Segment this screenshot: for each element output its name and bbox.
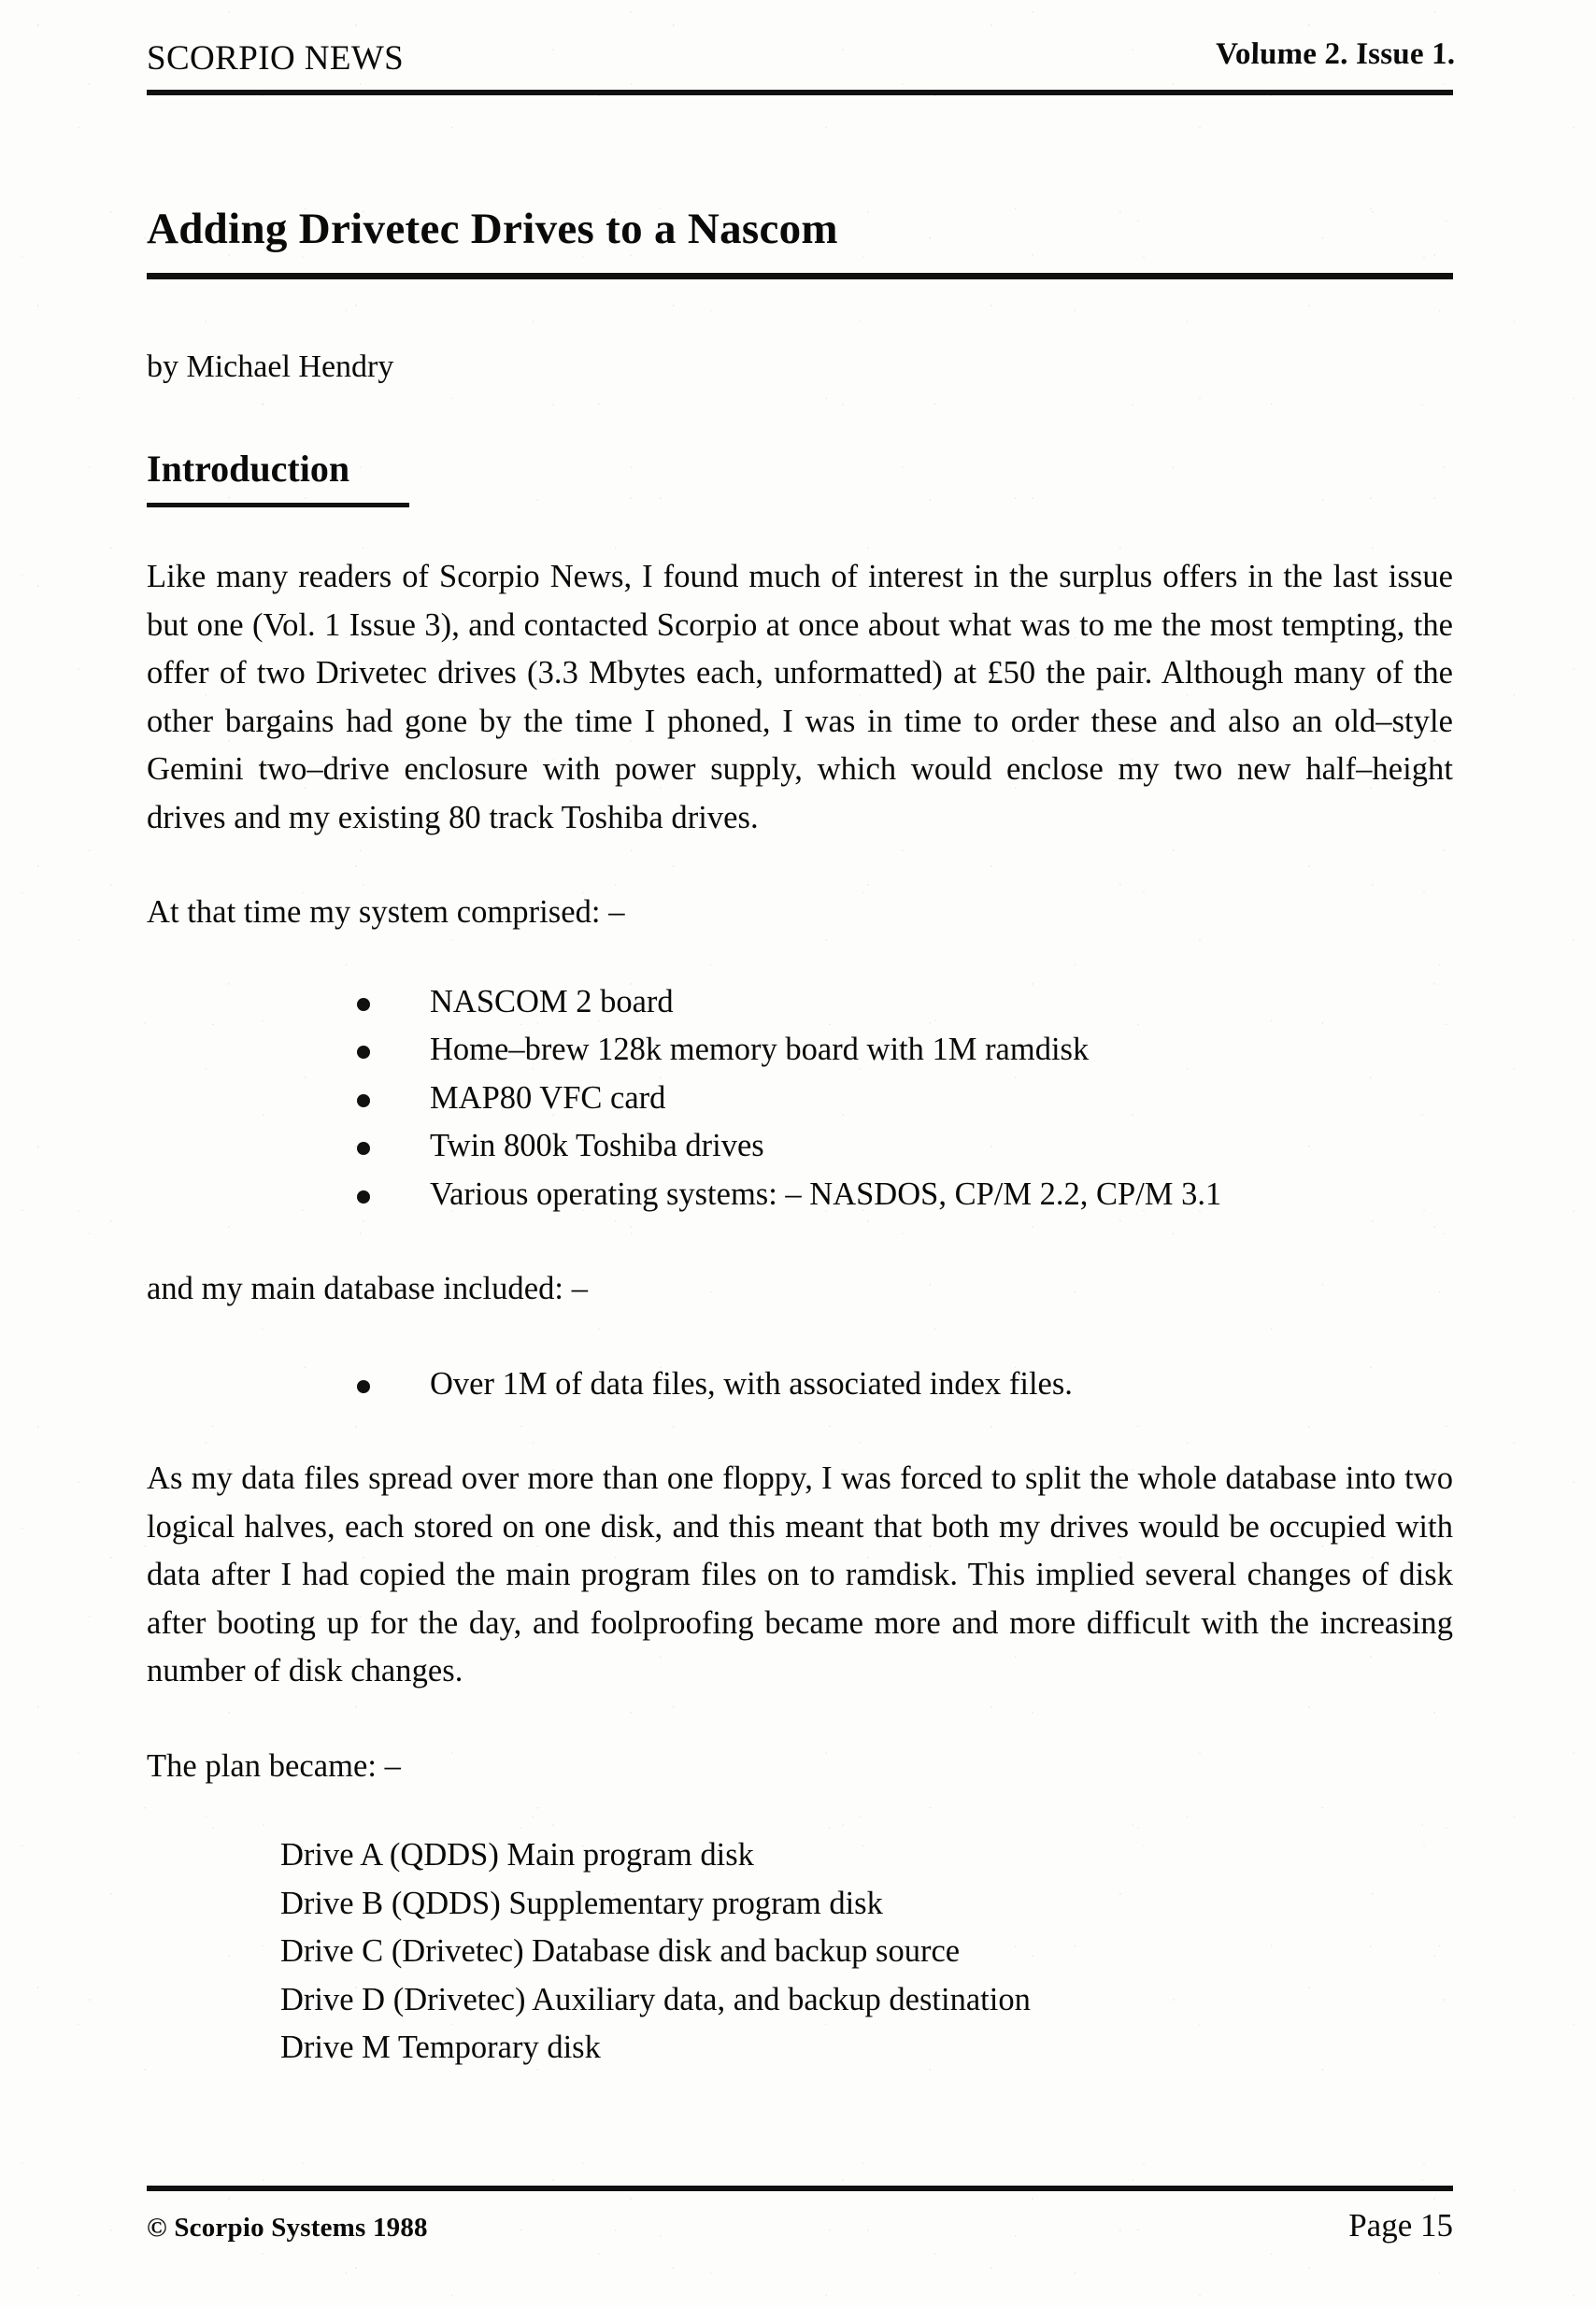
list-item: Drive A (QDDS) Main program disk — [280, 1837, 754, 1873]
drive-plan-list — [280, 1831, 1453, 2073]
list-item: Drive C (Drivetec) Database disk and backup source — [280, 1933, 961, 1969]
title-rule — [147, 273, 1453, 279]
publication-title: SCORPIO NEWS — [147, 39, 405, 78]
bullet-icon — [357, 1046, 370, 1059]
spacer — [147, 1696, 1453, 1743]
lead-in-database: and my main database included: – — [147, 1271, 588, 1306]
lead-in-system: At that time my system comprised: – — [147, 894, 625, 930]
list-item: Drive B (QDDS) Supplementary program disk — [280, 1885, 883, 1921]
list-item-label: Various operating systems: – NASDOS, CP/M 2.2, CP/M 3.1 — [430, 1175, 1222, 1212]
list-item — [357, 1122, 1453, 1171]
list-item — [357, 1075, 1453, 1123]
list-item — [357, 978, 1453, 1027]
issue-label: Volume 2. Issue 1. — [1215, 37, 1456, 71]
list-item — [357, 1026, 1453, 1075]
spacer — [147, 937, 1453, 978]
body-column — [147, 553, 1453, 2073]
bullet-icon — [357, 1190, 370, 1204]
spacer — [147, 1790, 1453, 1831]
section-heading-rule — [147, 503, 409, 507]
system-component-list — [357, 978, 1453, 1219]
spacer — [147, 1218, 1453, 1265]
list-item-label: Twin 800k Toshiba drives — [430, 1128, 764, 1163]
list-item — [357, 1361, 1453, 1409]
database-content-list — [357, 1361, 1453, 1409]
bullet-icon — [357, 1142, 370, 1155]
spacer — [147, 842, 1453, 889]
bullet-icon — [357, 1094, 370, 1107]
page-footer — [147, 2209, 1453, 2242]
page-title: Adding Drivetec Drives to a Nascom — [147, 205, 838, 253]
list-item: Drive M Temporary disk — [280, 2030, 601, 2065]
list-item-label: MAP80 VFC card — [430, 1079, 666, 1116]
list-item-label: NASCOM 2 board — [430, 983, 674, 1019]
bullet-icon — [357, 998, 370, 1011]
spacer — [147, 1408, 1453, 1455]
list-item-label: Home–brew 128k memory board with 1M ramdisk — [430, 1032, 1090, 1067]
list-item — [357, 1171, 1453, 1219]
paragraph-database-split: As my data files spread over more than one floppy, I was forced to split the whole database into two logical halves, each stored on one disk, and this meant that both my drives would be occupied with data after I had copied the main program files on to ramdisk. This implied several changes of disk after booting up for the day, and foolproofing became more and more difficult with the increasing number of disk changes. — [147, 1460, 1453, 1688]
copyright-notice: © Scorpio Systems 1988 — [147, 2213, 428, 2243]
page-number: Page 15 — [1348, 2207, 1453, 2244]
section-heading-introduction: Introduction — [147, 448, 350, 490]
bullet-icon — [357, 1380, 370, 1393]
spacer — [147, 1314, 1453, 1361]
header-rule — [147, 90, 1453, 95]
list-item: Drive D (Drivetec) Auxiliary data, and backup destination — [280, 1981, 1031, 2017]
lead-in-plan: The plan became: – — [147, 1747, 401, 1784]
author-byline: by Michael Hendry — [147, 349, 394, 384]
paragraph-intro: Like many readers of Scorpio News, I found much of interest in the surplus offers in the last issue but one (Vol. 1 Issue 3), and contacted Scorpio at once about what was to me the most tempting, the offer of two Drivetec drives (3.3 Mbytes each, unformatted) at £50 the pair. Although many of the other bargains had gone by the time I phoned, I was in time to order these and also an old–style Gemini two–drive enclosure with power supply, which would enclose my two new half–height drives and my existing 80 track Toshiba drives. — [147, 559, 1453, 835]
footer-rule — [147, 2186, 1453, 2191]
list-item-label: Over 1M of data files, with associated index files. — [430, 1365, 1073, 1402]
running-head — [147, 37, 1456, 78]
